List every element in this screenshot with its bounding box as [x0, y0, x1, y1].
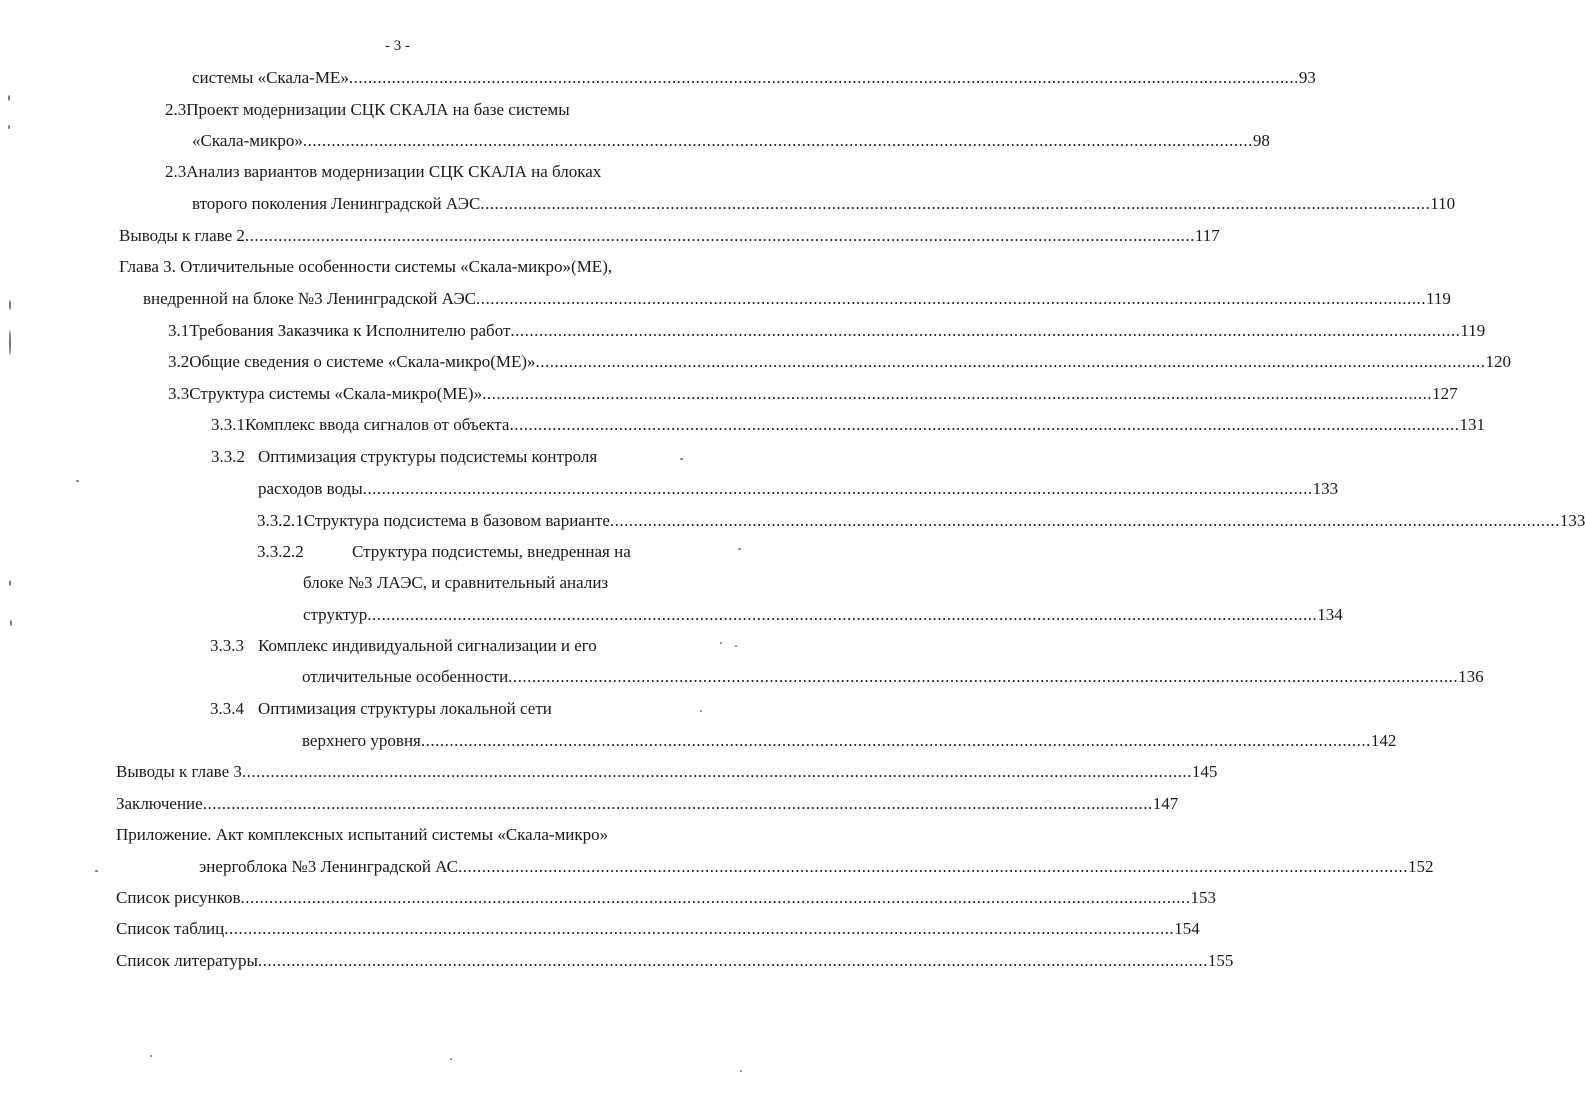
toc-dot-leader: ........................................................................................................................................................................................................: [510, 321, 1461, 340]
scan-speck: [76, 480, 79, 482]
toc-entry-title: Комплекс индивидуальной сигнализации и его: [258, 636, 597, 655]
toc-entry-page: 127: [1432, 384, 1458, 403]
scan-speck: [738, 548, 741, 550]
toc-entry-page: 119: [1426, 289, 1451, 308]
toc-entry-title: Выводы к главе 3: [116, 762, 242, 781]
toc-entry-title: верхнего уровня: [302, 731, 421, 750]
toc-entry-page: 119: [1460, 321, 1486, 340]
toc-dot-leader: ........................................................................................................................................................................................................: [457, 857, 1408, 876]
toc-entry-title: Список рисунков: [116, 888, 241, 907]
toc-entry-title: 2.3Анализ вариантов модернизации СЦК СКАЛА на блоках: [165, 162, 602, 181]
toc-dot-leader: ........................................................................................................................................................................................................: [257, 951, 1208, 970]
toc-entry-number: 3.3.3: [210, 636, 244, 655]
scan-speck: [735, 645, 737, 647]
toc-dot-leader: ........................................................................................................................................................................................................: [509, 415, 1460, 434]
scan-speck: [9, 580, 11, 586]
toc-entry: [199, 857, 1434, 877]
toc-entry-page: 98: [1252, 131, 1270, 150]
scan-speck: [680, 458, 683, 460]
toc-entry-page: 147: [1152, 794, 1179, 813]
toc-entry-number: 3.3.4: [210, 699, 244, 718]
toc-entry: [210, 636, 597, 656]
toc-entry: [257, 511, 1585, 531]
toc-dot-leader: ........................................................................................................................................................................................................: [202, 794, 1153, 813]
toc-entry-page: 145: [1191, 762, 1218, 781]
toc-entry: [257, 542, 631, 562]
toc-entry-page: 110: [1430, 194, 1456, 213]
toc-entry-page: 152: [1407, 857, 1434, 876]
toc-entry-number: 3.3.2.2: [257, 542, 304, 561]
toc-entry-title: Глава 3. Отличительные особенности системы «Скала-микро»(МЕ),: [119, 257, 613, 276]
toc-entry-title: второго поколения Ленинградской АЭС: [192, 194, 481, 213]
toc-entry: [210, 699, 552, 719]
toc-entry-number: 3.3.2: [211, 447, 245, 466]
toc-entry-page: 133: [1312, 479, 1339, 498]
toc-entry-number: 3.1: [168, 321, 190, 340]
toc-entry: [119, 226, 1220, 246]
toc-entry-title: Комплекс ввода сигналов от объекта: [245, 415, 510, 434]
toc-entry-title: отличительные особенности: [302, 667, 509, 686]
toc-entry-number: 3.3.1: [211, 415, 245, 434]
toc-entry: [303, 573, 608, 593]
toc-entry-title: энергоблока №3 Ленинградской АС: [199, 857, 458, 876]
toc-entry-page: 154: [1174, 919, 1200, 938]
toc-dot-leader: ........................................................................................................................................................................................................: [480, 194, 1431, 213]
toc-dot-leader: ........................................................................................................................................................................................................: [476, 289, 1427, 308]
toc-entry: [211, 415, 1485, 435]
toc-entry-title: внедренной на блоке №3 Ленинградской АЭС: [143, 289, 477, 308]
toc-dot-leader: ........................................................................................................................................................................................................: [244, 226, 1195, 245]
scan-speck: [450, 1058, 452, 1060]
toc-entry: [165, 100, 570, 120]
toc-entry-page: 133: [1559, 511, 1585, 530]
toc-entry: [302, 667, 1484, 687]
toc-entry-title: Требования Заказчика к Исполнителю работ: [189, 321, 511, 340]
toc-entry-title: 2.3Проект модернизации СЦК СКАЛА на базе системы: [165, 100, 570, 119]
toc-entry-page: 134: [1317, 605, 1343, 624]
toc-entry-title: Структура подсистемы, внедренная на: [352, 542, 631, 561]
toc-entry: [302, 731, 1397, 751]
toc-entry: [168, 321, 1486, 341]
toc-entry-title: Выводы к главе 2: [119, 226, 245, 245]
toc-entry-page: 136: [1458, 667, 1484, 686]
toc-entry-title: Структура системы «Скала-микро(МЕ)»: [189, 384, 483, 403]
toc-entry: [192, 68, 1316, 88]
toc-entry-page: 142: [1370, 731, 1397, 750]
toc-entry: [143, 289, 1451, 309]
toc-entry-number: 3.2: [168, 352, 190, 371]
toc-entry-title: Приложение. Акт комплексных испытаний системы «Скала-микро»: [116, 825, 609, 844]
toc-dot-leader: ........................................................................................................................................................................................................: [508, 667, 1459, 686]
toc-entry: [168, 384, 1458, 404]
toc-dot-leader: ........................................................................................................................................................................................................: [482, 384, 1433, 403]
toc-dot-leader: ........................................................................................................................................................................................................: [367, 605, 1318, 624]
toc-entry-number: 3.3: [168, 384, 190, 403]
scan-speck: [9, 330, 11, 355]
toc-entry: [116, 825, 608, 845]
toc-entry: [116, 951, 1234, 971]
toc-entry-title: Оптимизация структуры локальной сети: [258, 699, 552, 718]
toc-entry-page: 93: [1298, 68, 1316, 87]
toc-entry: [192, 194, 1456, 214]
toc-entry-page: 155: [1207, 951, 1234, 970]
toc-dot-leader: ........................................................................................................................................................................................................: [348, 68, 1299, 87]
toc-entry: [116, 794, 1179, 814]
toc-dot-leader: ........................................................................................................................................................................................................: [362, 479, 1313, 498]
toc-entry-page: 131: [1459, 415, 1485, 434]
toc-entry-title: структур: [303, 605, 368, 624]
toc-entry-title: блоке №3 ЛАЭС, и сравнительный анализ: [303, 573, 609, 592]
toc-entry: [165, 162, 601, 182]
toc-dot-leader: ........................................................................................................................................................................................................: [302, 131, 1253, 150]
toc-dot-leader: ........................................................................................................................................................................................................: [241, 762, 1192, 781]
toc-dot-leader: ........................................................................................................................................................................................................: [240, 888, 1191, 907]
toc-entry: [303, 605, 1343, 625]
toc-entry: [258, 479, 1339, 499]
toc-entry: [192, 131, 1270, 151]
toc-dot-leader: ........................................................................................................................................................................................................: [420, 731, 1371, 750]
toc-entry-page: 153: [1190, 888, 1217, 907]
toc-entry: [116, 888, 1217, 908]
toc-entry-title: Оптимизация структуры подсистемы контроля: [258, 447, 598, 466]
toc-entry-title: «Скала-микро»: [192, 131, 303, 150]
toc-entry-number: 3.3.2.1: [257, 511, 304, 530]
toc-entry-page: 120: [1485, 352, 1512, 371]
toc-entry-title: Заключение: [116, 794, 203, 813]
toc-dot-leader: ........................................................................................................................................................................................................: [609, 511, 1560, 530]
scan-speck: [150, 1055, 152, 1057]
scan-speck: [95, 870, 98, 872]
scan-speck: [10, 620, 12, 626]
toc-entry: [116, 919, 1200, 939]
toc-dot-leader: ........................................................................................................................................................................................................: [535, 352, 1486, 371]
toc-entry: [116, 762, 1218, 782]
toc-entry-title: системы «Скала-МЕ»: [192, 68, 349, 87]
toc-entry: [119, 257, 612, 277]
page-number: - 3 -: [385, 38, 410, 54]
toc-entry-title: Список таблиц: [116, 919, 225, 938]
scan-speck: [8, 125, 10, 129]
toc-entry-title: Список литературы: [116, 951, 258, 970]
scan-speck: [740, 1070, 742, 1072]
toc-entry-title: Структура подсистема в базовом варианте: [303, 511, 610, 530]
toc-entry-page: 117: [1194, 226, 1220, 245]
toc-entry: [211, 447, 597, 467]
toc-entry: [168, 352, 1512, 372]
toc-entry-title: Общие сведения о системе «Скала-микро(МЕ)»: [189, 352, 536, 371]
scan-speck: [720, 642, 722, 644]
toc-entry-title: расходов воды: [258, 479, 363, 498]
scan-speck: [9, 300, 11, 310]
toc-dot-leader: ........................................................................................................................................................................................................: [224, 919, 1175, 938]
scan-speck: [700, 710, 702, 712]
scan-speck: [8, 95, 10, 101]
